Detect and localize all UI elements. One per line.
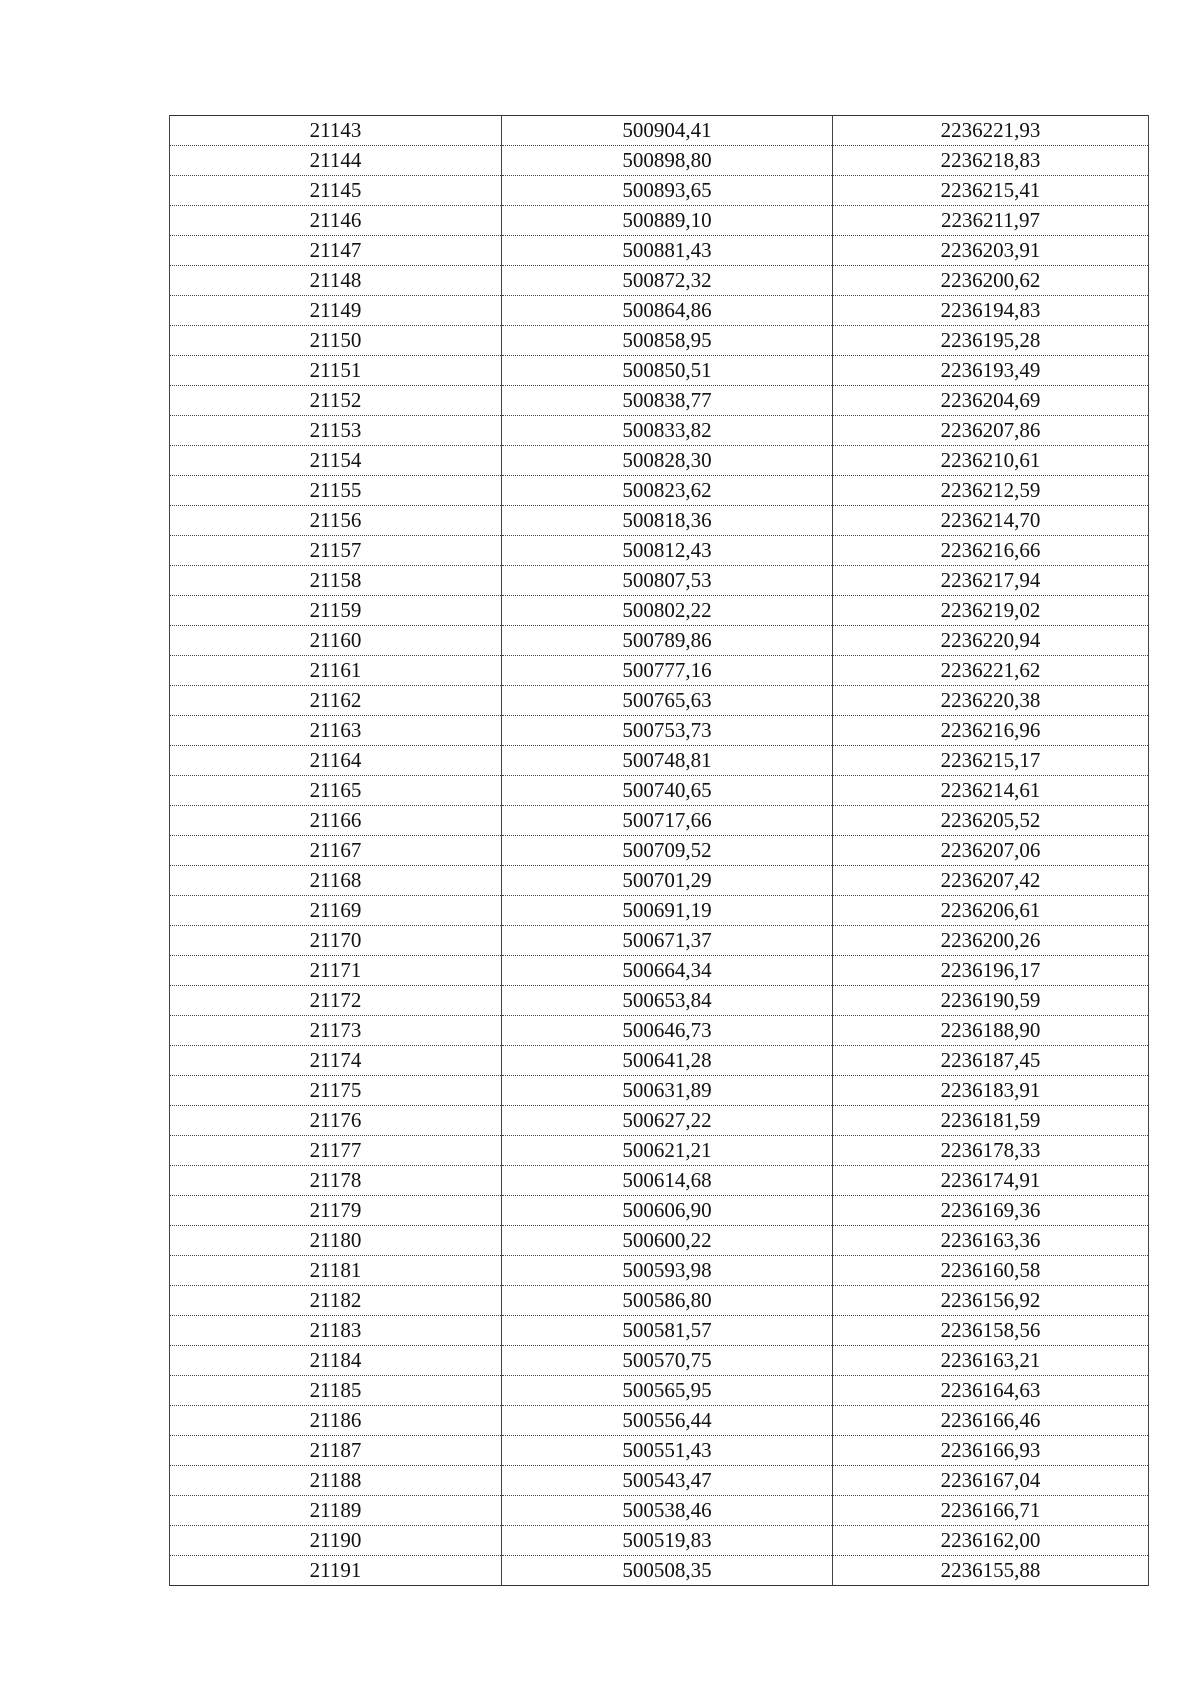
- y-coordinate-cell: 2236215,17: [833, 746, 1149, 776]
- table-row: [170, 1196, 1149, 1226]
- x-coordinate-cell: 500872,32: [502, 266, 833, 296]
- x-coordinate-cell: 500838,77: [502, 386, 833, 416]
- point-number-cell: 21182: [170, 1286, 502, 1316]
- point-number-cell: 21161: [170, 656, 502, 686]
- point-number-cell: 21144: [170, 146, 502, 176]
- point-number-cell: 21162: [170, 686, 502, 716]
- y-coordinate-cell: 2236178,33: [833, 1136, 1149, 1166]
- y-coordinate-cell: 2236166,93: [833, 1436, 1149, 1466]
- x-coordinate-cell: 500898,80: [502, 146, 833, 176]
- point-number-cell: 21188: [170, 1466, 502, 1496]
- x-coordinate-cell: 500653,84: [502, 986, 833, 1016]
- table-row: [170, 866, 1149, 896]
- point-number-cell: 21158: [170, 566, 502, 596]
- x-coordinate-cell: 500802,22: [502, 596, 833, 626]
- y-coordinate-cell: 2236164,63: [833, 1376, 1149, 1406]
- x-coordinate-cell: 500740,65: [502, 776, 833, 806]
- coordinates-table-body: [170, 116, 1149, 1586]
- y-coordinate-cell: 2236216,96: [833, 716, 1149, 746]
- point-number-cell: 21185: [170, 1376, 502, 1406]
- x-coordinate-cell: 500709,52: [502, 836, 833, 866]
- x-coordinate-cell: 500748,81: [502, 746, 833, 776]
- table-row: [170, 1436, 1149, 1466]
- x-coordinate-cell: 500812,43: [502, 536, 833, 566]
- x-coordinate-cell: 500858,95: [502, 326, 833, 356]
- table-row: [170, 1136, 1149, 1166]
- x-coordinate-cell: 500627,22: [502, 1106, 833, 1136]
- point-number-cell: 21156: [170, 506, 502, 536]
- x-coordinate-cell: 500904,41: [502, 116, 833, 146]
- y-coordinate-cell: 2236204,69: [833, 386, 1149, 416]
- x-coordinate-cell: 500833,82: [502, 416, 833, 446]
- y-coordinate-cell: 2236207,42: [833, 866, 1149, 896]
- point-number-cell: 21180: [170, 1226, 502, 1256]
- x-coordinate-cell: 500818,36: [502, 506, 833, 536]
- point-number-cell: 21165: [170, 776, 502, 806]
- x-coordinate-cell: 500570,75: [502, 1346, 833, 1376]
- x-coordinate-cell: 500881,43: [502, 236, 833, 266]
- table-row: [170, 206, 1149, 236]
- x-coordinate-cell: 500543,47: [502, 1466, 833, 1496]
- point-number-cell: 21166: [170, 806, 502, 836]
- x-coordinate-cell: 500631,89: [502, 1076, 833, 1106]
- table-row: [170, 1316, 1149, 1346]
- y-coordinate-cell: 2236166,71: [833, 1496, 1149, 1526]
- x-coordinate-cell: 500606,90: [502, 1196, 833, 1226]
- table-row: [170, 1046, 1149, 1076]
- point-number-cell: 21189: [170, 1496, 502, 1526]
- x-coordinate-cell: 500889,10: [502, 206, 833, 236]
- point-number-cell: 21148: [170, 266, 502, 296]
- table-row: [170, 1256, 1149, 1286]
- y-coordinate-cell: 2236163,36: [833, 1226, 1149, 1256]
- y-coordinate-cell: 2236156,92: [833, 1286, 1149, 1316]
- y-coordinate-cell: 2236181,59: [833, 1106, 1149, 1136]
- y-coordinate-cell: 2236205,52: [833, 806, 1149, 836]
- table-row: [170, 1226, 1149, 1256]
- point-number-cell: 21164: [170, 746, 502, 776]
- point-number-cell: 21172: [170, 986, 502, 1016]
- x-coordinate-cell: 500593,98: [502, 1256, 833, 1286]
- y-coordinate-cell: 2236183,91: [833, 1076, 1149, 1106]
- y-coordinate-cell: 2236220,38: [833, 686, 1149, 716]
- table-row: [170, 596, 1149, 626]
- y-coordinate-cell: 2236169,36: [833, 1196, 1149, 1226]
- y-coordinate-cell: 2236214,70: [833, 506, 1149, 536]
- table-row: [170, 1076, 1149, 1106]
- table-row: [170, 266, 1149, 296]
- x-coordinate-cell: 500717,66: [502, 806, 833, 836]
- x-coordinate-cell: 500777,16: [502, 656, 833, 686]
- y-coordinate-cell: 2236193,49: [833, 356, 1149, 386]
- point-number-cell: 21152: [170, 386, 502, 416]
- point-number-cell: 21163: [170, 716, 502, 746]
- table-row: [170, 956, 1149, 986]
- point-number-cell: 21191: [170, 1556, 502, 1586]
- y-coordinate-cell: 2236215,41: [833, 176, 1149, 206]
- table-row: [170, 1286, 1149, 1316]
- x-coordinate-cell: 500519,83: [502, 1526, 833, 1556]
- table-row: [170, 356, 1149, 386]
- y-coordinate-cell: 2236221,62: [833, 656, 1149, 686]
- point-number-cell: 21159: [170, 596, 502, 626]
- table-row: [170, 1556, 1149, 1586]
- point-number-cell: 21170: [170, 926, 502, 956]
- point-number-cell: 21153: [170, 416, 502, 446]
- x-coordinate-cell: 500538,46: [502, 1496, 833, 1526]
- table-row: [170, 386, 1149, 416]
- y-coordinate-cell: 2236212,59: [833, 476, 1149, 506]
- y-coordinate-cell: 2236218,83: [833, 146, 1149, 176]
- table-row: [170, 176, 1149, 206]
- x-coordinate-cell: 500556,44: [502, 1406, 833, 1436]
- x-coordinate-cell: 500823,62: [502, 476, 833, 506]
- y-coordinate-cell: 2236188,90: [833, 1016, 1149, 1046]
- point-number-cell: 21145: [170, 176, 502, 206]
- x-coordinate-cell: 500664,34: [502, 956, 833, 986]
- point-number-cell: 21177: [170, 1136, 502, 1166]
- point-number-cell: 21171: [170, 956, 502, 986]
- table-row: [170, 476, 1149, 506]
- x-coordinate-cell: 500646,73: [502, 1016, 833, 1046]
- table-row: [170, 746, 1149, 776]
- y-coordinate-cell: 2236174,91: [833, 1166, 1149, 1196]
- point-number-cell: 21187: [170, 1436, 502, 1466]
- point-number-cell: 21167: [170, 836, 502, 866]
- y-coordinate-cell: 2236190,59: [833, 986, 1149, 1016]
- y-coordinate-cell: 2236219,02: [833, 596, 1149, 626]
- y-coordinate-cell: 2236200,62: [833, 266, 1149, 296]
- point-number-cell: 21190: [170, 1526, 502, 1556]
- table-row: [170, 326, 1149, 356]
- point-number-cell: 21179: [170, 1196, 502, 1226]
- y-coordinate-cell: 2236216,66: [833, 536, 1149, 566]
- point-number-cell: 21160: [170, 626, 502, 656]
- y-coordinate-cell: 2236194,83: [833, 296, 1149, 326]
- point-number-cell: 21168: [170, 866, 502, 896]
- y-coordinate-cell: 2236158,56: [833, 1316, 1149, 1346]
- x-coordinate-cell: 500551,43: [502, 1436, 833, 1466]
- point-number-cell: 21175: [170, 1076, 502, 1106]
- table-row: [170, 896, 1149, 926]
- table-row: [170, 1526, 1149, 1556]
- table-row: [170, 1016, 1149, 1046]
- point-number-cell: 21178: [170, 1166, 502, 1196]
- point-number-cell: 21184: [170, 1346, 502, 1376]
- table-row: [170, 296, 1149, 326]
- y-coordinate-cell: 2236206,61: [833, 896, 1149, 926]
- table-row: [170, 1406, 1149, 1436]
- point-number-cell: 21169: [170, 896, 502, 926]
- x-coordinate-cell: 500600,22: [502, 1226, 833, 1256]
- x-coordinate-cell: 500789,86: [502, 626, 833, 656]
- table-row: [170, 536, 1149, 566]
- coordinates-table: [169, 115, 1149, 1586]
- point-number-cell: 21154: [170, 446, 502, 476]
- x-coordinate-cell: 500621,21: [502, 1136, 833, 1166]
- x-coordinate-cell: 500864,86: [502, 296, 833, 326]
- table-row: [170, 806, 1149, 836]
- table-row: [170, 1496, 1149, 1526]
- x-coordinate-cell: 500753,73: [502, 716, 833, 746]
- table-row: [170, 146, 1149, 176]
- point-number-cell: 21143: [170, 116, 502, 146]
- table-row: [170, 566, 1149, 596]
- point-number-cell: 21149: [170, 296, 502, 326]
- point-number-cell: 21147: [170, 236, 502, 266]
- y-coordinate-cell: 2236217,94: [833, 566, 1149, 596]
- table-row: [170, 1166, 1149, 1196]
- y-coordinate-cell: 2236221,93: [833, 116, 1149, 146]
- table-row: [170, 656, 1149, 686]
- y-coordinate-cell: 2236155,88: [833, 1556, 1149, 1586]
- table-row: [170, 416, 1149, 446]
- x-coordinate-cell: 500565,95: [502, 1376, 833, 1406]
- y-coordinate-cell: 2236160,58: [833, 1256, 1149, 1286]
- table-row: [170, 776, 1149, 806]
- x-coordinate-cell: 500828,30: [502, 446, 833, 476]
- x-coordinate-cell: 500671,37: [502, 926, 833, 956]
- x-coordinate-cell: 500614,68: [502, 1166, 833, 1196]
- table-row: [170, 1106, 1149, 1136]
- table-row: [170, 1346, 1149, 1376]
- y-coordinate-cell: 2236162,00: [833, 1526, 1149, 1556]
- x-coordinate-cell: 500691,19: [502, 896, 833, 926]
- table-row: [170, 116, 1149, 146]
- x-coordinate-cell: 500850,51: [502, 356, 833, 386]
- x-coordinate-cell: 500701,29: [502, 866, 833, 896]
- point-number-cell: 21181: [170, 1256, 502, 1286]
- point-number-cell: 21176: [170, 1106, 502, 1136]
- table-row: [170, 626, 1149, 656]
- point-number-cell: 21183: [170, 1316, 502, 1346]
- y-coordinate-cell: 2236207,86: [833, 416, 1149, 446]
- point-number-cell: 21150: [170, 326, 502, 356]
- y-coordinate-cell: 2236207,06: [833, 836, 1149, 866]
- table-row: [170, 446, 1149, 476]
- point-number-cell: 21174: [170, 1046, 502, 1076]
- y-coordinate-cell: 2236220,94: [833, 626, 1149, 656]
- x-coordinate-cell: 500581,57: [502, 1316, 833, 1346]
- table-row: [170, 1466, 1149, 1496]
- table-row: [170, 686, 1149, 716]
- point-number-cell: 21173: [170, 1016, 502, 1046]
- y-coordinate-cell: 2236214,61: [833, 776, 1149, 806]
- y-coordinate-cell: 2236211,97: [833, 206, 1149, 236]
- table-row: [170, 236, 1149, 266]
- point-number-cell: 21146: [170, 206, 502, 236]
- x-coordinate-cell: 500586,80: [502, 1286, 833, 1316]
- y-coordinate-cell: 2236196,17: [833, 956, 1149, 986]
- y-coordinate-cell: 2236167,04: [833, 1466, 1149, 1496]
- y-coordinate-cell: 2236200,26: [833, 926, 1149, 956]
- x-coordinate-cell: 500508,35: [502, 1556, 833, 1586]
- x-coordinate-cell: 500893,65: [502, 176, 833, 206]
- table-row: [170, 986, 1149, 1016]
- x-coordinate-cell: 500807,53: [502, 566, 833, 596]
- table-row: [170, 716, 1149, 746]
- x-coordinate-cell: 500765,63: [502, 686, 833, 716]
- y-coordinate-cell: 2236163,21: [833, 1346, 1149, 1376]
- table-row: [170, 926, 1149, 956]
- y-coordinate-cell: 2236195,28: [833, 326, 1149, 356]
- y-coordinate-cell: 2236166,46: [833, 1406, 1149, 1436]
- y-coordinate-cell: 2236210,61: [833, 446, 1149, 476]
- table-row: [170, 506, 1149, 536]
- y-coordinate-cell: 2236187,45: [833, 1046, 1149, 1076]
- point-number-cell: 21157: [170, 536, 502, 566]
- point-number-cell: 21155: [170, 476, 502, 506]
- y-coordinate-cell: 2236203,91: [833, 236, 1149, 266]
- point-number-cell: 21186: [170, 1406, 502, 1436]
- table-row: [170, 1376, 1149, 1406]
- x-coordinate-cell: 500641,28: [502, 1046, 833, 1076]
- table-row: [170, 836, 1149, 866]
- point-number-cell: 21151: [170, 356, 502, 386]
